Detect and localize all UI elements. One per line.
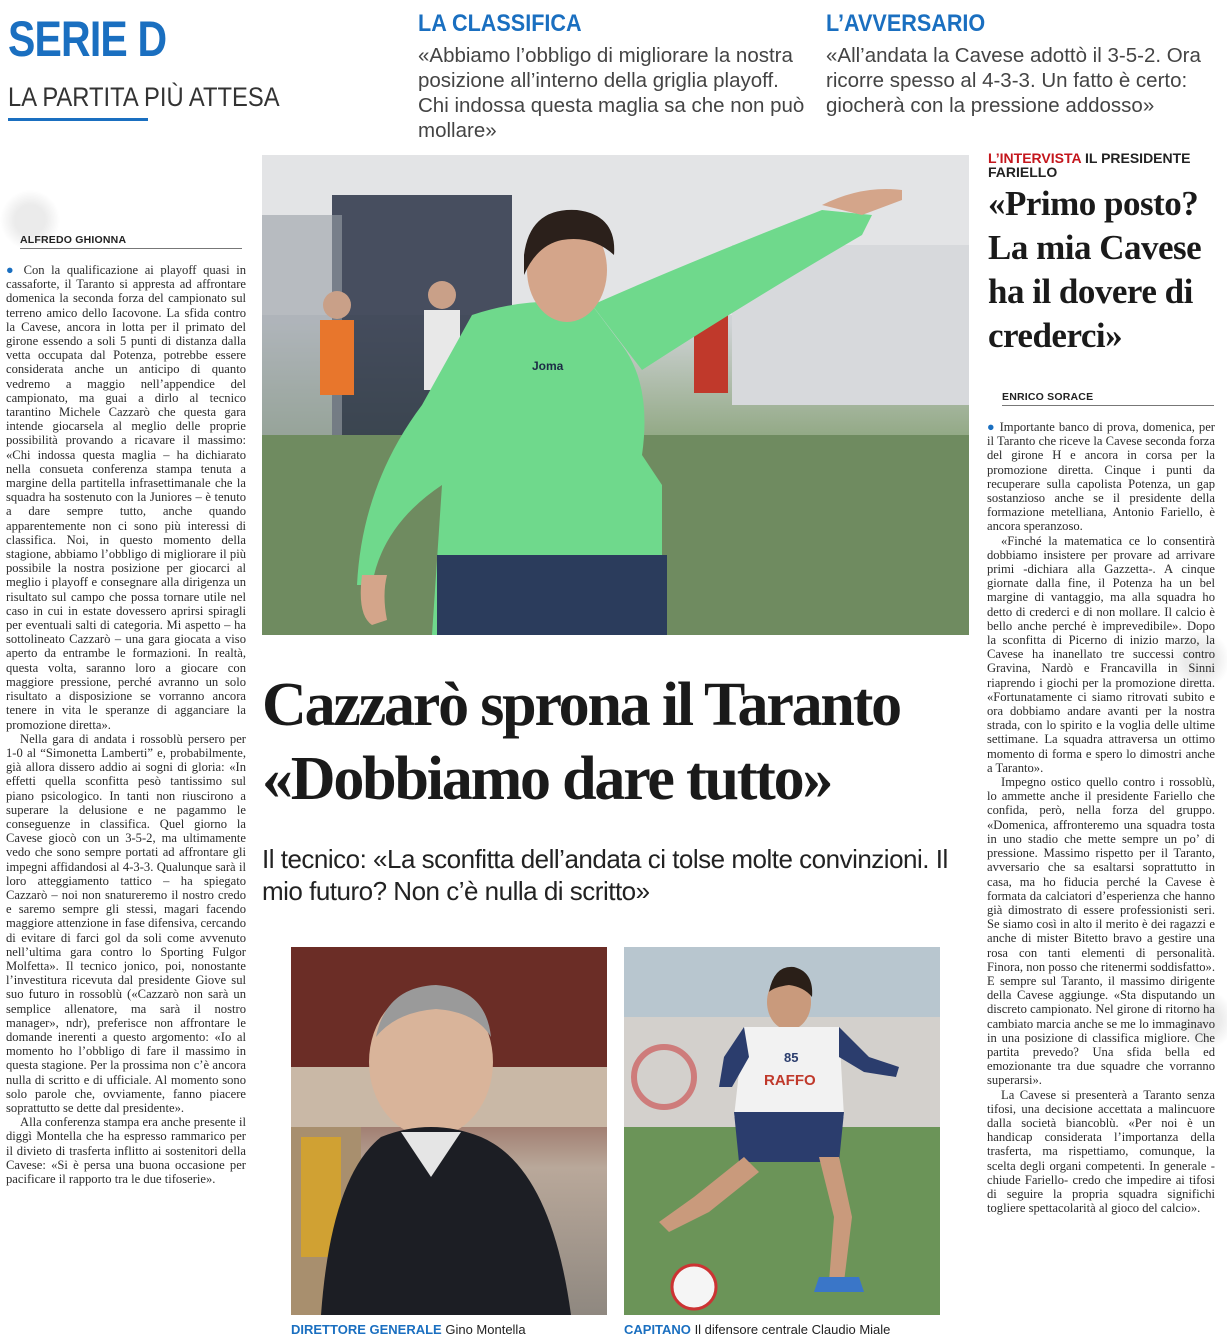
caption-miale <box>624 1323 890 1336</box>
left-paragraph: Con la qualificazione ai playoff quasi in cassaforte, il Taranto si appresta ad affrontare domenica la seconda forza del campionato sul terreno amico dello Iacovone. La sfida contro la Cavese, ancora in lotta per il primato del girone essendo a soli 5 punti di distanza dalla vetta occupata dal Potenza, potrebbe essere considerata anche un anticipo di quanto vedremo a maggio nell’appendice del campionato, ma guai a dirlo al tecnico tarantino Michele Cazzarò che questa gara intende giocarsela al meglio delle proprie possibilità provando a ricavare il massimo: «Chi indossa questa maglia – ha dichiarato nella consueta conferenza stampa tenuta a margine della partitella infrasettimanale che la squadra ha sostenuto con la Juniores – è tenuto a dare sempre tutto, anche quando apparentemente non ci sono più interessi di classifica. Noi, in questo momento della stagione, abbiamo l’obbligo di migliorare il più possibile la nostra posizione per giocarci al meglio i playoff e consegnare alla dirigenza un risultato sul campo che possa tornare utile nel caso in cui in estate dovessero aprirsi spiragli per eventuali salti di categoria. Mi aspetto – ha sottolineato Cazzarò – una gara giocata a viso aperto da entrambe le formazioni. In realtà, questa volta, saranno loro a giocare con maggiore pressione, perché avranno un solo risultato a disposizione se vorranno ancora tenere in vita le speranze di agganciare la promozione diretta». <box>6 263 246 732</box>
montella-photo <box>291 947 607 1315</box>
classifica-quote: «Abbiamo l’obbligo di migliorare la nostra posizione all’interno della griglia playoff. Chi indossa questa maglia sa che non può mollare» <box>418 44 805 142</box>
caption-miale-name: Il difensore centrale Claudio Miale <box>694 1322 891 1337</box>
main-headline-line2: «Dobbiamo dare tutto» <box>262 745 832 813</box>
interview-tag-rest: IL PRESIDENTE FARIELLO <box>988 150 1191 180</box>
left-byline: ALFREDO GHIONNA <box>20 234 242 249</box>
interview-byline: ENRICO SORACE <box>1002 391 1214 406</box>
miale-photo <box>624 947 940 1315</box>
montella-illustration <box>291 947 607 1315</box>
player-sponsor: RAFFO <box>764 1072 816 1089</box>
main-photo <box>262 155 969 635</box>
miale-illustration <box>624 947 940 1315</box>
section-subtitle: LA PARTITA PIÙ ATTESA <box>8 82 280 112</box>
interview-headline: «Primo posto? La mia Cavese ha il dovere di crederci» <box>988 184 1202 355</box>
interview-paragraph: Importante banco di prova, domenica, per il Taranto che riceve la Cavese seconda forza del girone H e ancora in corsa per la promozione diretta. Cinque i punti da recuperare sulla capolista Potenza, un gap sostanzioso anche se il presidente della formazione metelliana, Antonio Fariello, è ancora speranzoso. <box>987 420 1215 534</box>
classifica-kicker: LA CLASSIFICA <box>418 10 582 37</box>
avversario-kicker: L’AVVERSARIO <box>826 10 986 37</box>
interview-paragraph: «Finché la matematica ce lo consentirà dobbiamo insistere per provare ad arrivare primi -dichiara alla Gazzetta-. A cinque giornate dalla fine, il Potenza ha un bel margine di vantaggio, ma alla squadra ho detto di crederci e di non mollare. Il calcio è bello anche perché è imprevedibile». Dopo la sconfitta di Picerno di inizio marzo, la Cavese ha inanellato tre successi contro Gravina, Nardò e Francavilla in Sinni riaprendo i giochi per la promozione diretta. «Fortunatamente ci siamo ritrovati subito e ora dobbiamo andare avanti per la nostra strada, con lo spirito e la voglia delle ultime settimane. La squadra attraversa un ottimo momento di forma e spero lo dimostri anche a Taranto». <box>987 533 1215 775</box>
interview-paragraph: Impegno ostico quello contro i rossoblù, lo ammette anche il presidente Fariello che confida, però, nella forza del gruppo. «Domenica, affronteremo una squadra tosta in uno stadio che mette sempre un po’ di pressione. Massimo rispetto per il Taranto, avversario che sa esaltarsi soprattutto in casa, ma ho fiducia perché la Cavese è formata da calciatori d’esperienza che hanno già dimostrato di essere professionisti seri. Se siamo così in alto il merito è dei ragazzi e anche di mister Bitetto bravo a gestire una rosa con tanti elementi di personalità. Finora, non posso che ritenermi soddisfatto». E sempre sul Taranto, il massimo dirigente della Cavese aggiunge. «Sta disputando un discreto campionato. Nel girone di ritorno ha cambiato marcia anche se me lo immaginavo in una posizione di classifica migliore. Che partita prevedo? Una sfida bella ed emozionante tra due squadre che vorranno superarsi». <box>987 775 1215 1088</box>
avversario-quote: «All’andata la Cavese adottò il 3-5-2. Ora ricorre spesso al 4-3-3. Un fatto è certo: giocherà con la pressione addosso» <box>826 44 1201 117</box>
interview-tag-red: L’INTERVISTA <box>988 150 1082 166</box>
left-paragraph: Nella gara di andata i rossoblù persero per 1-0 al “Simonetta Lamberti” e, probabilmente, già allora dissero addio ai sogni di gloria: «In effetti quella sconfitta pesò tantissimo sul piano psicologico. In tanti non riuscirono a superare la delusione e ne pagammo le conseguenze in classifica. Quel giorno la Cavese giocò con un 3-5-2, ma ultimamente vedo che sono sempre portati ad affrontare gli impegni affidandosi al 4-3-3. Qualunque sarà il loro atteggiamento tattico – ha spiegato Cazzarò – noi non snatureremo il nostro credo e saremo sempre gli stessi, magari facendo maggiore attenzione in fase difensiva, cercando di evitare di farci gol da soli come avvenuto nell’ultima gara contro lo Sporting Fulgor Molfetta». Il tecnico jonico, poi, nonostante l’investitura ricevuta dal presidente Giove sul suo futuro in rossoblù («Cazzarò non sarà un semplice allenatore, ma sarà il nostro manager», ndr), preferisce non affrontare le domande inerenti a questo argomento: «Io al momento ho l’obbligo di fare il massimo in questa stagione. Per la prossima non c’è ancora nulla di scritto e di ufficiale. Al momento sono solo parole che, ovviamente, fanno piacere soprattutto se dette dal presidente». <box>6 731 246 1115</box>
caption-miale-role: CAPITANO <box>624 1322 691 1337</box>
shirt-brand: Joma <box>532 359 564 373</box>
section-title: SERIE D <box>8 11 167 67</box>
caption-montella-role: DIRETTORE GENERALE <box>291 1322 442 1337</box>
bullet-icon: ● <box>6 263 18 277</box>
left-article-body <box>6 263 246 1338</box>
interview-body <box>987 420 1215 1338</box>
caption-montella-name: Gino Montella <box>445 1322 526 1337</box>
main-subheadline: Il tecnico: «La sconfitta dell’andata ci tolse molte convinzioni. Il mio futuro? Non c’è nulla di scritto» <box>262 844 948 906</box>
interview-paragraph: La Cavese si presenterà a Taranto senza tifosi, una decisione accettata a malincuore dalla società biancoblù. «Per noi è un handicap considerata l’importanza della trasferta, ma rispettiamo, comunque, la scelta degli organi competenti. In generale -chiude Fariello- credo che impedire ai tifosi di seguire la propria squadra significhi togliere spettacolarità al gioco del calcio». <box>987 1087 1215 1216</box>
caption-montella <box>291 1323 526 1336</box>
bullet-icon: ● <box>987 420 996 434</box>
main-headline <box>262 668 982 816</box>
coach-pointing-illustration <box>262 155 969 635</box>
interview-tag <box>988 151 1227 179</box>
main-headline-line1: Cazzarò sprona il Taranto <box>262 671 900 739</box>
left-paragraph: Alla conferenza stampa era anche presente il diggì Montella che ha espresso rammarico per il divieto di trasferta inflitto ai sostenitori della Cavese: «Si è persa una buona occasione per pacificare il rapporto tra le due tifoserie». <box>6 1115 246 1186</box>
section-rule <box>8 118 148 121</box>
player-number: 85 <box>784 1050 799 1065</box>
